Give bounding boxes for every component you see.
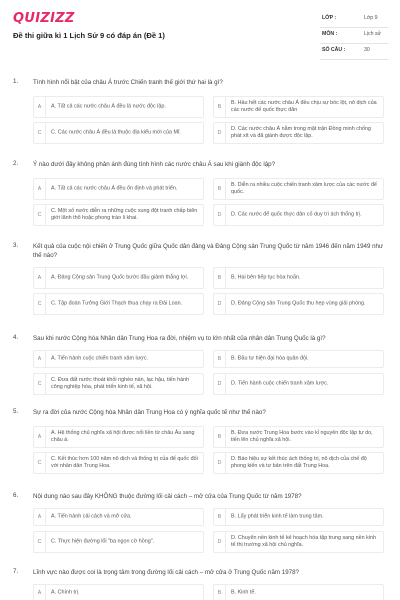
option-letter: B xyxy=(214,585,226,600)
option-d[interactable] xyxy=(213,531,384,553)
option-d[interactable] xyxy=(213,293,384,315)
option-text: D. Các nước đế quốc thực dân cố duy trì ách thống trị. xyxy=(231,211,362,218)
meta-row-count xyxy=(320,44,388,60)
option-letter: D xyxy=(214,205,226,225)
question-number: 3. xyxy=(13,242,19,249)
option-text: D. Đảng Cộng sản Trung Quốc thu hẹp vùng giải phóng. xyxy=(231,300,366,307)
option-text: A. Tiến hành cải cách và mở cửa. xyxy=(51,513,132,520)
option-text: C. Kết thúc hơn 100 năm nô dịch và thống trị của đế quốc đối với nhân dân Trung Hoa. xyxy=(51,456,198,469)
option-text: A. Tất cả các nước châu Á đều ổn định và phát triển. xyxy=(51,185,178,192)
option-text: A. Hệ thống chủ nghĩa xã hội được nối liền từ châu Âu sang châu á. xyxy=(51,430,195,443)
option-c[interactable] xyxy=(33,293,204,315)
option-a[interactable] xyxy=(33,508,204,526)
option-letter: C xyxy=(34,374,46,394)
question-text: Kết quả của cuộc nội chiến ở Trung Quốc giữa Quốc dân đảng và Đảng Cộng sản Trung Quốc từ năm 1946 đến năm 1949 như thế nào? xyxy=(33,243,384,259)
option-text: B. Đưa nước Trung Hoa bước vào kỉ nguyên độc lập tự do, tiến lên chủ nghĩa xã hội. xyxy=(231,430,373,443)
question-3 xyxy=(13,242,393,332)
option-letter: D xyxy=(214,532,226,552)
option-letter: A xyxy=(34,97,46,117)
option-letter: C xyxy=(34,294,46,314)
page-title: Đề thi giữa kì 1 Lịch Sử 9 có đáp án (Đề 1) xyxy=(13,31,165,40)
question-text: Nội dung nào sau đây KHÔNG thuộc đường lối cải cách – mở cửa của Trung Quốc từ năm 1978? xyxy=(33,493,302,500)
meta-value: 30 xyxy=(364,47,370,53)
option-text: D. Các nước châu Á nằm trong mặt trận Đồng minh chống phát xít và đã giành được độc lập. xyxy=(231,126,371,139)
option-text: D. Tiến hành cuộc chiến tranh xâm lược. xyxy=(231,380,329,387)
option-b[interactable] xyxy=(213,96,384,118)
option-a[interactable] xyxy=(33,267,204,289)
option-c[interactable] xyxy=(33,373,204,395)
meta-table xyxy=(320,12,388,60)
document-header xyxy=(0,0,400,62)
option-letter: A xyxy=(34,585,46,600)
option-text: C. Đưa đất nước thoát khỏi nghèo nàn, lạc hậu, tiến hành công nghiệp hóa, phát triển kinh tế, xã hội. xyxy=(51,377,190,390)
option-a[interactable] xyxy=(33,96,204,118)
option-c[interactable] xyxy=(33,122,204,144)
meta-row-class xyxy=(320,12,388,28)
option-letter: B xyxy=(214,509,226,525)
option-letter: B xyxy=(214,427,226,447)
option-letter: B xyxy=(214,351,226,367)
meta-label: MÔN : xyxy=(322,31,338,37)
option-a[interactable] xyxy=(33,350,204,368)
option-a[interactable] xyxy=(33,426,204,448)
option-d[interactable] xyxy=(213,373,384,395)
meta-row-subject xyxy=(320,28,388,44)
option-text: B. Đầu tư hiện đại hóa quân đội. xyxy=(231,355,309,362)
option-a[interactable] xyxy=(33,584,204,600)
option-text: A. Đảng Cộng sản Trung Quốc bước đầu giành thắng lợi. xyxy=(51,274,189,281)
question-4 xyxy=(13,334,393,404)
option-letter: C xyxy=(34,123,46,143)
question-1 xyxy=(13,78,393,158)
question-6 xyxy=(13,492,393,562)
option-b[interactable] xyxy=(213,178,384,200)
option-d[interactable] xyxy=(213,122,384,144)
option-letter: B xyxy=(214,268,226,288)
option-letter: D xyxy=(214,374,226,394)
option-letter: A xyxy=(34,509,46,525)
option-text: A. Tiến hành cuộc chiến tranh xâm lược. xyxy=(51,355,149,362)
option-letter: D xyxy=(214,294,226,314)
option-b[interactable] xyxy=(213,508,384,526)
question-text: Sau khi nước Cộng hòa Nhân dân Trung Hoa ra đời, nhiệm vụ to lớn nhất của nhân dân Trung Quốc là gì? xyxy=(33,335,326,342)
option-d[interactable] xyxy=(213,452,384,474)
option-text: C. Tập đoàn Tưởng Giới Thạch thua chạy ra Đài Loan. xyxy=(51,300,183,307)
option-text: A. Chính trị. xyxy=(51,589,80,596)
question-text: Tình hình nổi bật của châu Á trước Chiến tranh thế giới thứ hai là gì? xyxy=(33,79,223,86)
option-text: D. Báo hiệu sự kết thúc ách thống trị, nô dịch của chế độ phong kiến và tư bản trên đất Trung Hoa. xyxy=(231,456,367,469)
option-letter: A xyxy=(34,179,46,199)
question-number: 7. xyxy=(13,568,19,575)
option-text: B. Hầu hết các nước châu Á đều chịu sự bóc lột, nô dịch của các nước đế quốc thực dân xyxy=(231,100,377,113)
option-c[interactable] xyxy=(33,531,204,553)
option-text: B. Lấy phát triển kinh tế làm trung tâm. xyxy=(231,513,324,520)
meta-value: Lịch sử xyxy=(364,31,382,37)
option-letter: C xyxy=(34,205,46,225)
option-letter: C xyxy=(34,453,46,473)
question-5 xyxy=(13,408,393,488)
option-text: C. Một số nước diễn ra những cuộc xung đột tranh chấp biên giới lãnh thổ hoặc phong trào li khai. xyxy=(51,208,198,221)
option-text: D. Chuyển nền kinh tế kế hoạch hóa tập trung sang nền kinh tế thị trường xã hội chủ nghĩa. xyxy=(231,535,377,548)
question-7 xyxy=(13,568,393,600)
option-c[interactable] xyxy=(33,204,204,226)
quizizz-logo: QUIZIZZ xyxy=(13,11,75,26)
option-letter: B xyxy=(214,179,226,199)
question-text: Sự ra đời của nước Cộng hòa Nhân dân Trung Hoa có ý nghĩa quốc tế như thế nào? xyxy=(33,409,266,416)
option-letter: D xyxy=(214,453,226,473)
option-b[interactable] xyxy=(213,350,384,368)
option-text: C. Thực hiện đường lối "ba ngọn cờ hồng". xyxy=(51,538,155,545)
question-number: 1. xyxy=(13,78,19,85)
option-a[interactable] xyxy=(33,178,204,200)
question-number: 6. xyxy=(13,492,19,499)
question-text: Lĩnh vực nào được coi là trọng tâm trong đường lối cải cách – mở cửa ở Trung Quốc năm 1978? xyxy=(33,569,299,576)
option-d[interactable] xyxy=(213,204,384,226)
option-c[interactable] xyxy=(33,452,204,474)
question-number: 5. xyxy=(13,408,19,415)
option-letter: C xyxy=(34,532,46,552)
option-letter: A xyxy=(34,427,46,447)
meta-label: LỚP : xyxy=(322,15,337,21)
option-text: A. Tất cả các nước châu Á đều là nước độc lập. xyxy=(51,103,166,110)
question-2 xyxy=(13,160,393,240)
option-text: B. Kinh tế. xyxy=(231,589,256,596)
option-b[interactable] xyxy=(213,426,384,448)
option-text: C. Các nước châu Á đều là thuộc địa kiểu mới của Mĩ. xyxy=(51,129,181,136)
meta-value: Lớp 9 xyxy=(364,15,378,21)
option-letter: B xyxy=(214,97,226,117)
question-number: 4. xyxy=(13,334,19,341)
meta-label: SỐ CÂU : xyxy=(322,47,346,53)
option-letter: A xyxy=(34,268,46,288)
option-text: B. Diễn ra nhiều cuộc chiến tranh xâm lược của các nước đế quốc. xyxy=(231,182,377,195)
option-text: B. Hai bên tiếp tục hòa hoãn. xyxy=(231,274,301,281)
option-letter: D xyxy=(214,123,226,143)
question-text: Ý nào dưới đây không phản ánh đúng tình hình các nước châu Á sau khi giành độc lập? xyxy=(33,161,276,168)
option-b[interactable] xyxy=(213,267,384,289)
question-number: 2. xyxy=(13,160,19,167)
option-letter: A xyxy=(34,351,46,367)
option-b[interactable] xyxy=(213,584,384,600)
